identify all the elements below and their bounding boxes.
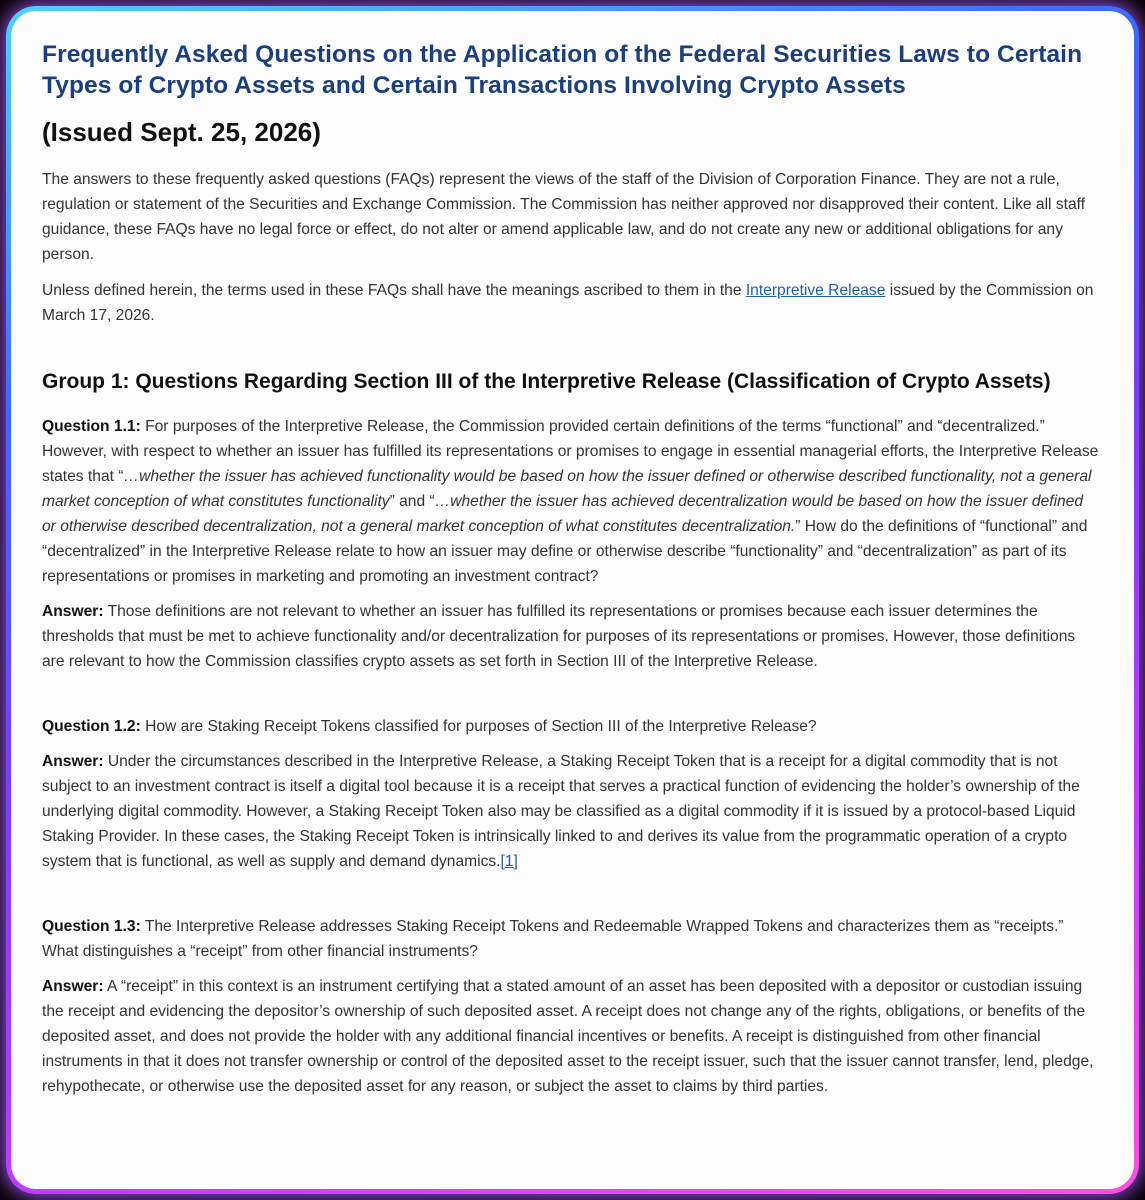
footnote-1-link[interactable]: [1] [500, 853, 518, 870]
interpretive-release-link[interactable]: Interpretive Release [745, 282, 886, 299]
answer-text: A “receipt” in this context is an instrument certifying that a stated amount of an asset has been deposited with a depositor or custodian issuing the receipt and evidencing the depositor’s ownership of such deposited asset. A receipt does not change any of the rights, obligations, or benefits of the deposited asset, and does not provide the holder with any additional financial incentives or benefits. A receipt is distinguished from other financial instruments in that it does not transfer ownership or control of the deposited asset to the receipt issuer, such that the issuer cannot transfer, lend, pledge, rehypothecate, or otherwise use the deposited asset for any reason, or subject the asset to claims by third parties. [42, 978, 1094, 1095]
question-label: Question 1.1: [42, 418, 141, 435]
question-label: Question 1.3: [42, 918, 141, 935]
definitions-text-after: issued by the Commission on March 17, 2026. [42, 282, 1094, 324]
answer-label: Answer: [42, 978, 104, 995]
answer-1-2 [42, 749, 1100, 874]
answer-1-1 [42, 599, 1100, 674]
intro-paragraph: The answers to these frequently asked questions (FAQs) represent the views of the staff of the Division of Corporation Finance. They are not a rule, regulation or statement of the Securities and Exchange Commission. The Commission has neither approved nor disapproved their content. Like all staff guidance, these FAQs have no legal force or effect, do not alter or amend applicable law, and do not create any new or additional obligations for any person. [42, 171, 1086, 263]
question-text: For purposes of the Interpretive Release, the Commission provided certain definitions of the terms “functional” and “decentralized.” However, with respect to whether an issuer has fulfilled its representations or promises to engage in essential managerial efforts, the Interpretive Release states that “ [42, 418, 1099, 485]
answer-label: Answer: [42, 753, 104, 770]
answer-label: Answer: [42, 603, 104, 620]
question-text: How are Staking Receipt Tokens classified for purposes of Section III of the Interpretive Release? [140, 718, 817, 735]
group-1-heading: Group 1: Questions Regarding Section III of the Interpretive Release (Classification of Crypto Assets) [42, 370, 1051, 393]
issued-date: (Issued Sept. 25, 2026) [42, 117, 321, 147]
document-title: Frequently Asked Questions on the Application of the Federal Securities Laws to Certain Types of Crypto Assets and Certain Transactions Involving Crypto Assets [42, 41, 1083, 99]
answer-text: Those definitions are not relevant to whether an issuer has fulfilled its representations or promises because each issuer determines the thresholds that must be met to achieve functionality and/or decentralization for purposes of its representations or promises. However, those definitions are relevant to how the Commission classifies crypto assets as set forth in Section III of the Interpretive Release. [42, 603, 1076, 670]
document-card [11, 11, 1134, 1189]
question-1-2 [42, 714, 1100, 739]
question-text: ” How do the definitions of “functional” and “decentralized” in the Interpretive Release relate to how an issuer may define or otherwise describe “functionality” and “decentralization” as part of its representations or promises in marketing and promoting an investment contract? [42, 518, 1088, 585]
quote-decentralization: …whether the issuer has achieved decentralization would be based on how the issuer defined or otherwise described decentralization, not a general market conception of what constitutes decentralization. [42, 493, 1084, 535]
neon-frame [6, 6, 1139, 1194]
definitions-text-before: Unless defined herein, the terms used in these FAQs shall have the meanings ascribed to them in the [42, 282, 746, 299]
question-label: Question 1.2: [42, 718, 141, 735]
question-1-3 [42, 914, 1100, 964]
question-text: The Interpretive Release addresses Staking Receipt Tokens and Redeemable Wrapped Tokens and characterizes them as “receipts.” What distinguishes a “receipt” from other financial instruments? [42, 918, 1064, 960]
quote-functionality: …whether the issuer has achieved functionality would be based on how the issuer defined or otherwise described functionality, not a general market conception of what constitutes functionality [42, 468, 1092, 510]
answer-1-3 [42, 974, 1100, 1099]
question-1-1 [42, 414, 1100, 589]
definitions-paragraph [42, 278, 1100, 328]
question-text: ” and “ [389, 493, 435, 510]
answer-text: Under the circumstances described in the Interpretive Release, a Staking Receipt Token that is a receipt for a digital commodity that is not subject to an investment contract is itself a digital tool because it is a receipt that serves a practical function of evidencing the holder’s ownership of the underlying digital commodity. However, a Staking Receipt Token also may be classified as a digital commodity if it is issued by a protocol-based Liquid Staking Provider. In these cases, the Staking Receipt Token is intrinsically linked to and derives its value from the programmatic operation of a crypto system that is functional, as well as supply and demand dynamics. [42, 753, 1080, 870]
